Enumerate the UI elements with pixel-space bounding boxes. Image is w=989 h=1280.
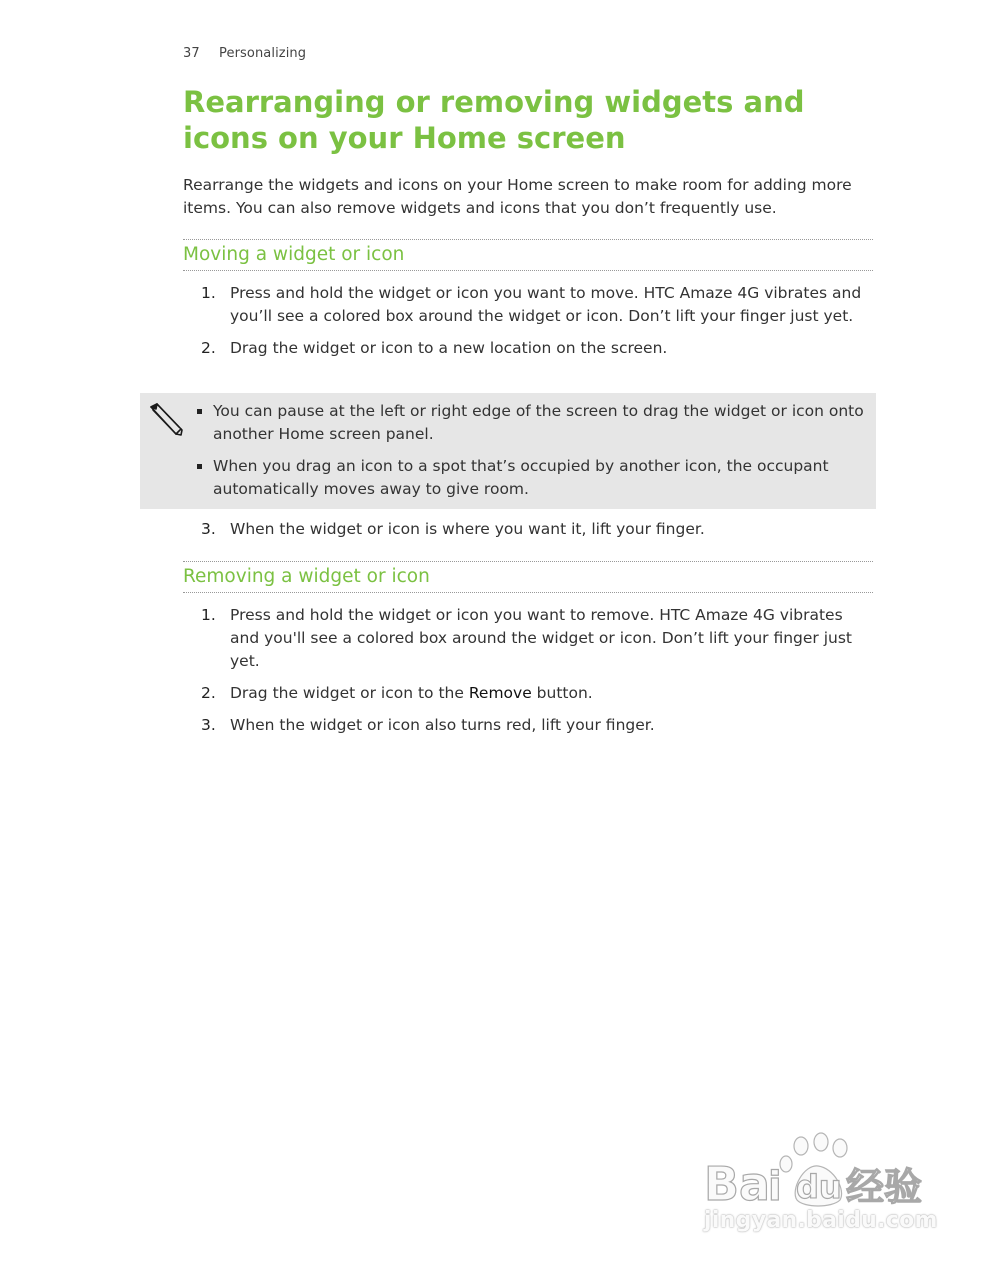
tip-text: You can pause at the left or right edge of the screen to drag the widget or icon onto another Home screen panel. (213, 402, 864, 443)
intro-paragraph: Rearrange the widgets and icons on your Home screen to make room for adding more items. You can also remove widgets and icons that you don’t frequently use. (183, 176, 852, 217)
tip-text: When you drag an icon to a spot that’s occupied by another icon, the occupant automatically moves away to give room. (213, 457, 829, 498)
tip-item (196, 455, 866, 501)
list-item (183, 518, 873, 541)
step-text: Press and hold the widget or icon you want to move. HTC Amaze 4G vibrates and you’ll see a colored box around the widget or icon. Don’t lift your finger just yet. (230, 284, 862, 325)
moving-steps-continued (183, 518, 873, 550)
page-title: Rearranging or removing widgets and icons on your Home screen (183, 85, 805, 155)
running-section-title: Personalizing (219, 46, 307, 61)
list-item (183, 337, 873, 360)
tip-list (196, 400, 866, 510)
tip-item (196, 400, 866, 446)
bullet (197, 409, 202, 414)
tip-note-box (140, 393, 876, 509)
moving-steps-list (183, 282, 873, 369)
step-number: 1. (201, 284, 216, 302)
step-number: 2. (201, 684, 216, 702)
page-header (183, 46, 306, 61)
baidu-watermark (700, 1132, 940, 1247)
list-item (183, 714, 873, 737)
svg-text:du: du (796, 1168, 842, 1206)
svg-text:经验: 经验 (846, 1165, 923, 1209)
watermark-url: jingyan.baidu.com (704, 1208, 938, 1233)
step-text-after: button. (531, 684, 593, 702)
section-heading-moving: Moving a widget or icon (183, 239, 873, 271)
step-number: 1. (201, 606, 216, 624)
step-number: 3. (201, 520, 216, 538)
list-item (183, 682, 873, 705)
baidu-logo (700, 1132, 940, 1212)
section-heading-removing: Removing a widget or icon (183, 561, 873, 593)
step-number: 2. (201, 339, 216, 357)
remove-button-label: Remove (468, 684, 532, 702)
pencil-icon (148, 401, 184, 437)
step-text: When the widget or icon is where you want it, lift your finger. (230, 520, 705, 538)
step-number: 3. (201, 716, 216, 734)
page-number: 37 (183, 46, 200, 61)
step-text: When the widget or icon also turns red, lift your finger. (230, 716, 655, 734)
step-text-before: Drag the widget or icon to the (230, 684, 469, 702)
step-text: Press and hold the widget or icon you want to remove. HTC Amaze 4G vibrates and you'll see a colored box around the widget or icon. Don’t lift your finger just yet. (230, 606, 853, 670)
bullet (197, 464, 202, 469)
svg-text:Ba: Ba (704, 1157, 771, 1211)
list-item (183, 282, 873, 328)
list-item (183, 604, 873, 673)
step-text: Drag the widget or icon to a new location on the screen. (230, 339, 668, 357)
removing-steps-list (183, 604, 873, 746)
svg-text:i: i (768, 1164, 782, 1210)
